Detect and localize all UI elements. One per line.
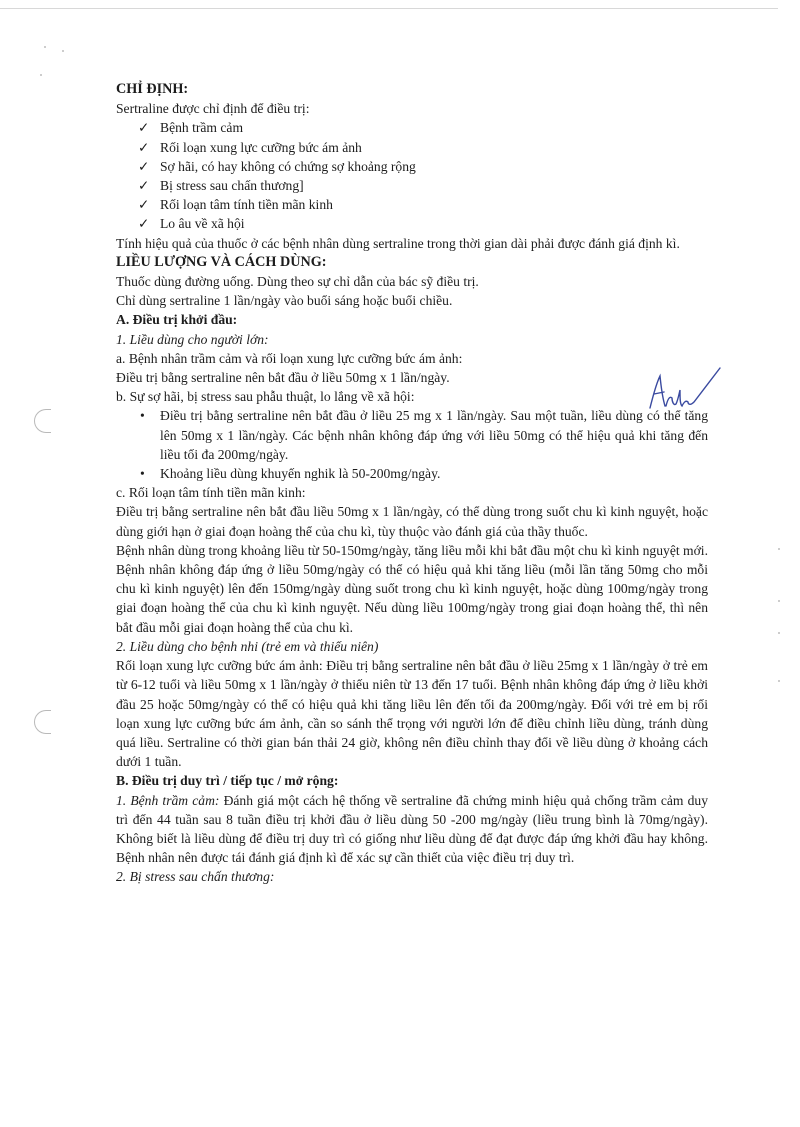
subsection-b-bullets: [138, 406, 708, 483]
scan-speck: [778, 632, 780, 634]
subsection-b-title: b. Sự sợ hãi, bị stress sau phẫu thuật, lo lắng về xã hội:: [116, 389, 415, 405]
maintenance-depression-label: 1. Bệnh trầm cảm:: [116, 792, 220, 808]
check-icon: ✓: [138, 178, 150, 194]
subsection-c-text-1: Điều trị bằng sertraline nên bắt đầu liều 50mg x 1 lần/ngày, có thể dùng trong suốt chu kì kinh nguyệt, hoặc dùng giới hạn ở giai đoạn hoàng thể của chu kì, tùy thuộc vào đánh giá của thầy thuốc.: [116, 504, 708, 539]
indication-item: ✓ Rối loạn xung lực cưỡng bức ám ảnh: [138, 138, 708, 157]
subsection-a-title: a. Bệnh nhân trầm cảm và rối loạn xung lực cưỡng bức ám ảnh:: [116, 350, 463, 366]
indication-item: ✓ Bị stress sau chấn thương]: [138, 176, 708, 195]
scan-speck: [44, 46, 46, 48]
indication-item: ✓ Rối loạn tâm tính tiền mãn kinh: [138, 195, 708, 214]
binder-hole: [34, 409, 51, 433]
subsection-c-title: c. Rối loạn tâm tính tiền mãn kinh:: [116, 485, 306, 501]
check-icon: ✓: [138, 197, 150, 213]
heading-lieu-luong: LIỀU LƯỢNG VÀ CÁCH DÙNG:: [116, 253, 327, 270]
section-b-title: B. Điều trị duy trì / tiếp tục / mở rộng:: [116, 773, 339, 789]
chi-dinh-note: Tính hiệu quả của thuốc ở các bệnh nhân dùng sertraline trong thời gian dài phải được đánh giá định kì.: [116, 235, 680, 251]
subsection-a-text: Điều trị bằng sertraline nên bắt đầu ở liều 50mg x 1 lần/ngày.: [116, 370, 450, 386]
section-a-title: A. Điều trị khởi đầu:: [116, 312, 238, 328]
child-dose-text: Rối loạn xung lực cưỡng bức ám ảnh: Điều trị bằng sertraline nên bắt đầu ở liều 25mg x 1 lần/ngày ở trẻ em từ 6-12 tuổi và liều 50mg x 1 lần/ngày ở thiếu niên từ 13 đến 17 tuổi. Bệnh nhân không đáp ứng ở liều khởi đầu 25 hoặc 50mg/ngày có thể có hiệu quả khi tăng liều lên đến tối đa 200mg/ngày. Đối với trẻ em bị rối loạn xung lực cưỡng bức ám ảnh, cần so sánh thể trọng với người lớn để điều chỉnh liều dùng, tránh dùng quá liều. Sertraline có thời gian bán thải 24 giờ, không nên điều chỉnh thay đổi về liều dùng ở khoảng cách dưới 1 tuần.: [116, 658, 708, 770]
scan-top-edge: [0, 8, 778, 9]
maintenance-depression-text: Đánh giá một cách hệ thống về sertraline đã chứng minh hiệu quả chống trầm cảm duy trì đến 44 tuần sau 8 tuần điều trị khởi đầu ở liều dùng 50 -200 mg/ngày (liều trung bình là 70mg/ngày). Không biết là liều dùng để điều trị duy trì có giống như liều dùng để đạt được đáp ứng khởi đầu hay không. Bệnh nhân nên được tái đánh giá định kì để xác sự cần thiết của việc điều trị duy trì.: [116, 792, 709, 866]
child-dose-title: 2. Liều dùng cho bệnh nhi (trẻ em và thiếu niên): [116, 638, 379, 654]
bullet-icon: •: [140, 408, 145, 424]
bullet-icon: •: [140, 466, 145, 482]
adult-dose-title: 1. Liều dùng cho người lớn:: [116, 331, 269, 347]
document-body: [116, 80, 708, 887]
binder-hole: [34, 710, 51, 734]
indication-item: ✓ Bệnh trầm cảm: [138, 118, 708, 137]
maintenance-ptsd-title: 2. Bị stress sau chấn thương:: [116, 869, 275, 885]
scan-speck: [62, 50, 64, 52]
indication-list: [138, 118, 708, 233]
scan-speck: [778, 548, 780, 550]
chi-dinh-intro: Sertraline được chỉ định để điều trị:: [116, 101, 310, 117]
scan-speck: [40, 74, 42, 76]
check-icon: ✓: [138, 216, 150, 232]
list-item: • Điều trị bằng sertraline nên bắt đầu ở liều 25 mg x 1 lần/ngày. Sau một tuần, liều dùng có thể tăng lên 50mg x 1 lần/ngày. Các bệnh nhân không đáp ứng với liều 50mg có thể hiệu quả khi tăng đến liều tối đa 200mg/ngày.: [140, 408, 708, 462]
check-icon: ✓: [138, 139, 150, 155]
indication-item: ✓ Sợ hãi, có hay không có chứng sợ khoảng rộng: [138, 157, 708, 176]
check-icon: ✓: [138, 158, 150, 174]
subsection-c-text-2: Bệnh nhân dùng trong khoảng liều từ 50-150mg/ngày, tăng liều mỗi khi bắt đầu một chu kì kinh nguyệt mới. Bệnh nhân không đáp ứng ở liều 50mg/ngày có thể có hiệu quả khi tăng liều (mỗi lần tăng 50mg cho mỗi chu kì kinh nguyệt) lên đến 150mg/ngày dùng suốt trong chu kì kinh nguyệt, hoặc dùng 100mg/ngày trong giai đoạn hoàng thể của chu kì kinh nguyệt. Nếu dùng liều 100mg/ngày trong giai đoạn hoàng thể, thì nên bắt đầu mỗi giai đoạn hoàng thể của chu kì.: [116, 542, 708, 635]
check-icon: ✓: [138, 120, 150, 136]
list-item: • Khoảng liều dùng khuyến nghik là 50-200mg/ngày.: [138, 464, 708, 483]
frequency-line: Chỉ dùng sertraline 1 lần/ngày vào buổi sáng hoặc buổi chiều.: [116, 293, 453, 309]
maintenance-depression: [116, 791, 708, 868]
route-line: Thuốc dùng đường uống. Dùng theo sự chỉ dẫn của bác sỹ điều trị.: [116, 274, 479, 290]
scan-speck: [778, 600, 780, 602]
indication-item: ✓ Lo âu về xã hội: [138, 214, 708, 233]
scan-speck: [778, 680, 780, 682]
heading-chi-dinh: CHỈ ĐỊNH:: [116, 81, 189, 97]
